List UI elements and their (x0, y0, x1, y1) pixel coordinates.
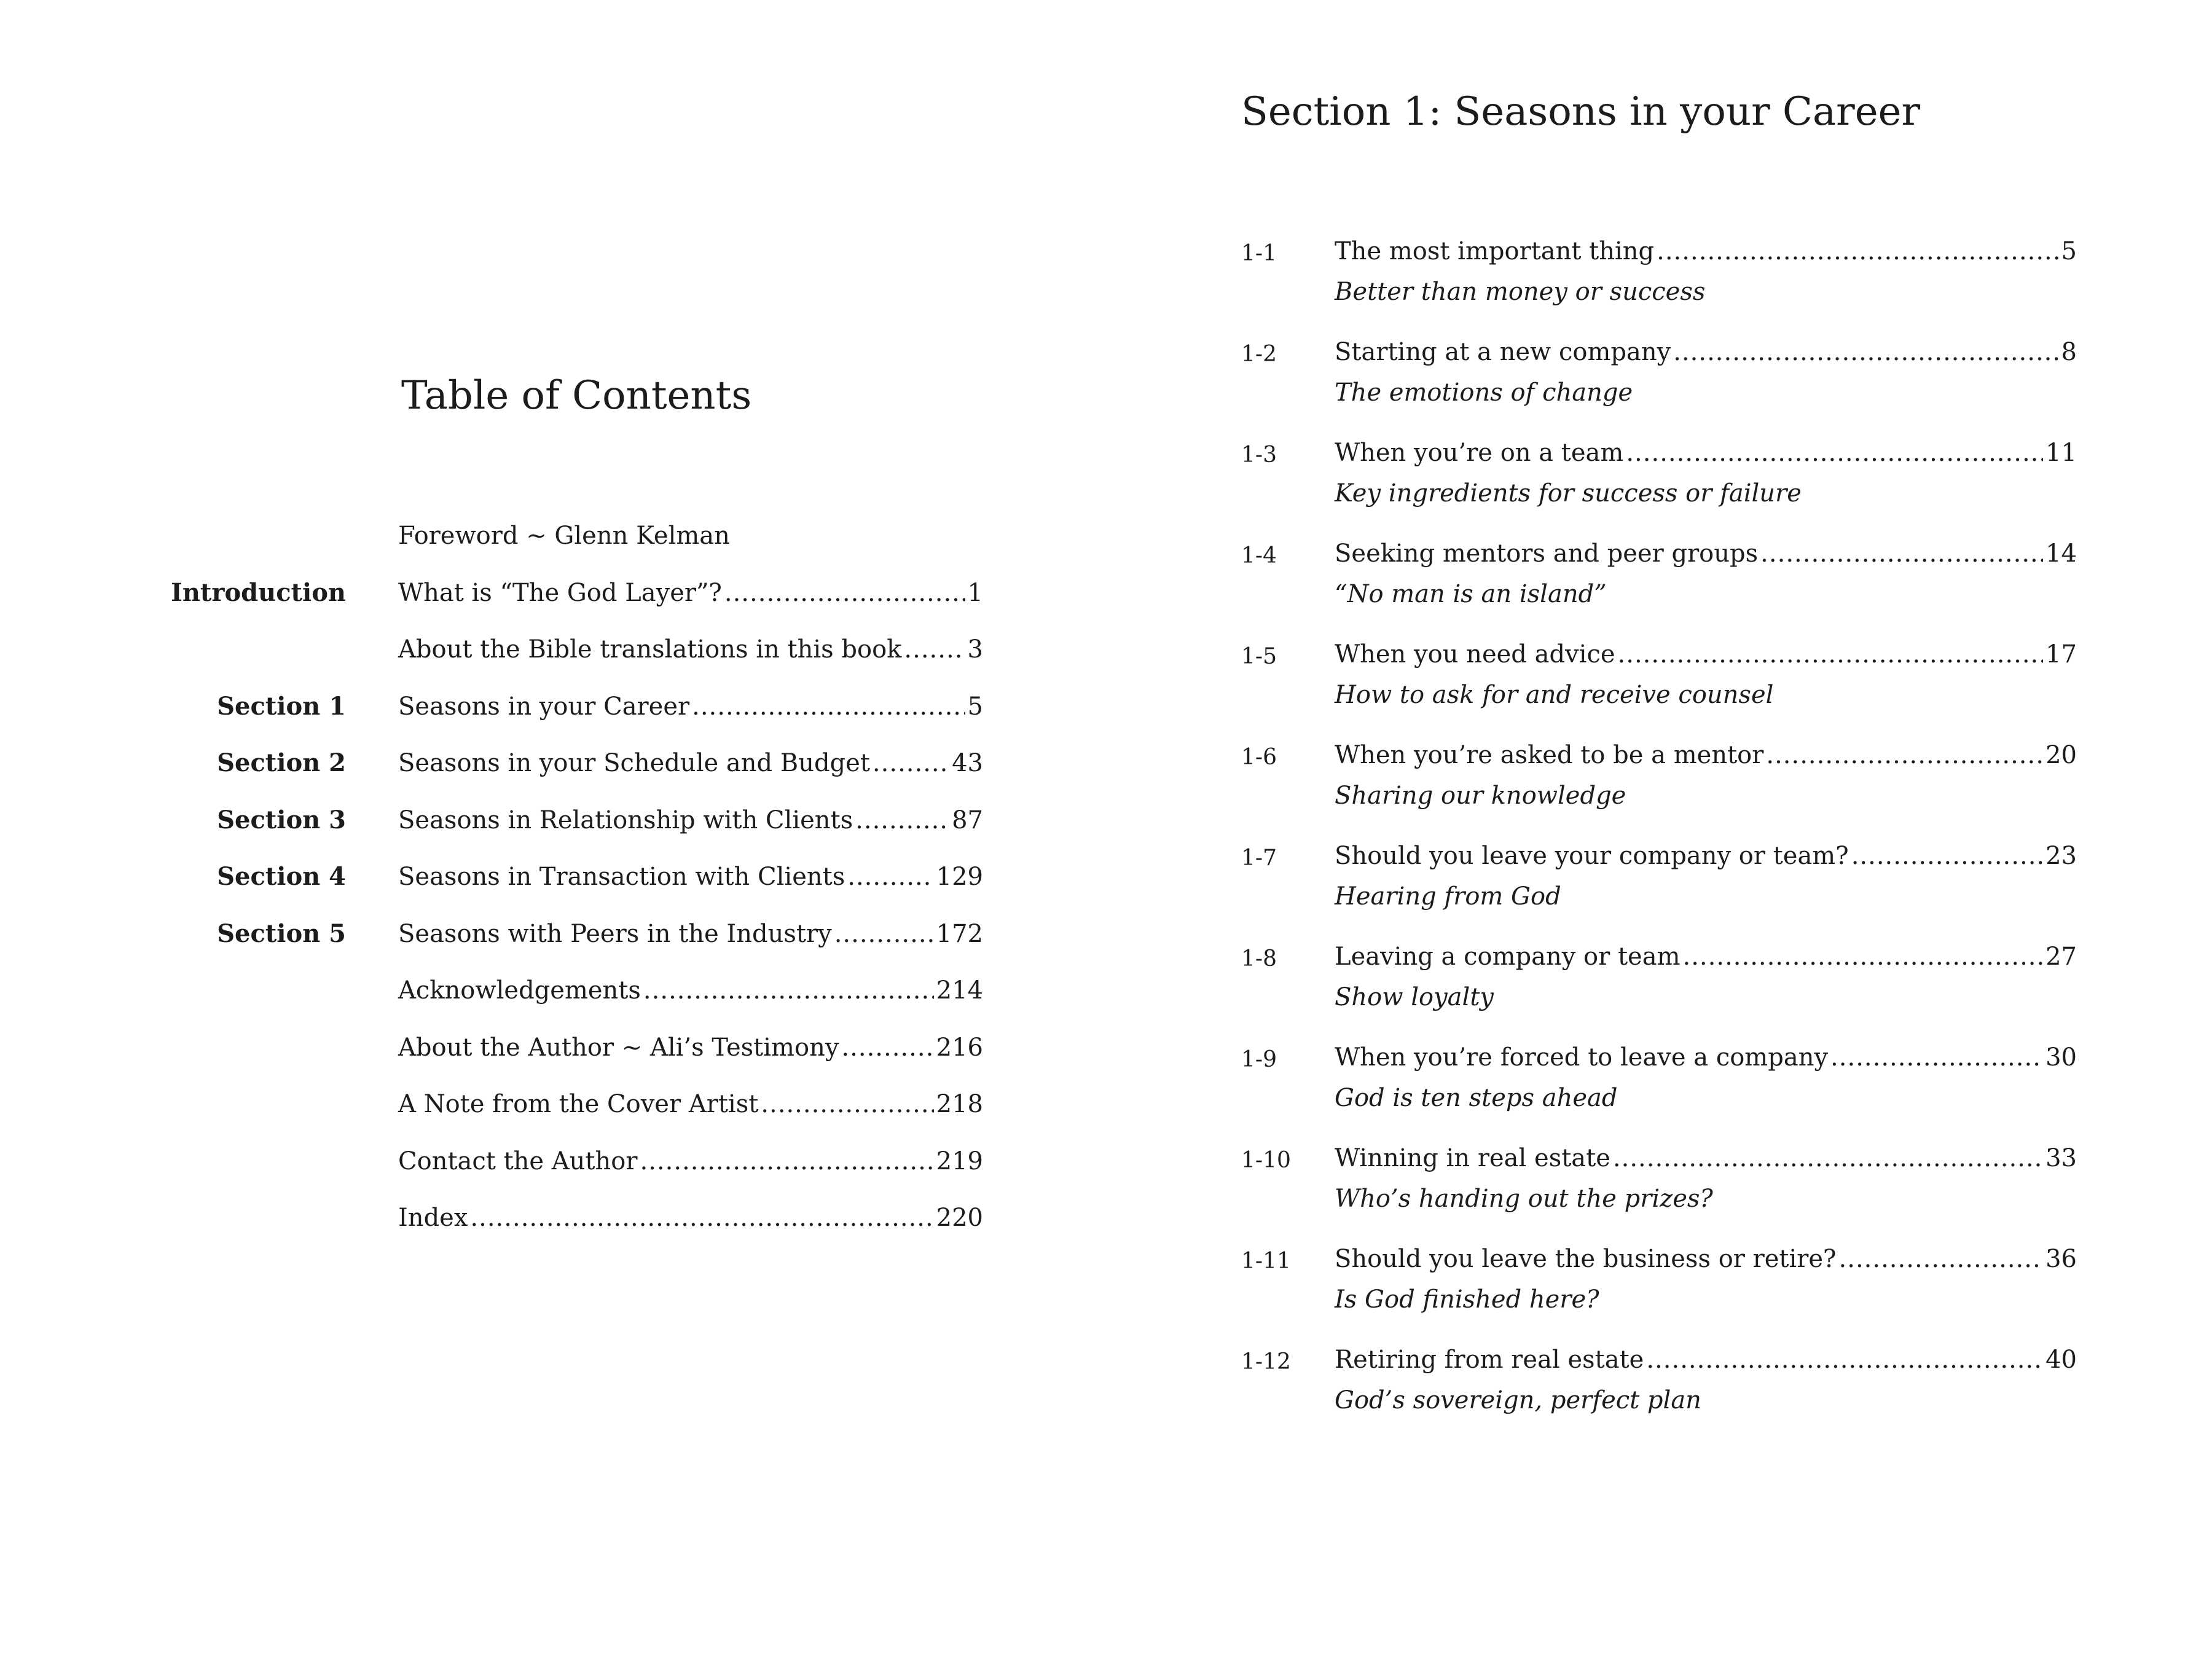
chapter-subtitle: Who’s handing out the prizes? (1335, 1185, 1713, 1213)
chapter-entry (1241, 1244, 2077, 1345)
dot-leader (1766, 740, 2043, 770)
toc-entry-label: Section 4 (217, 862, 346, 891)
chapter-number: 1-6 (1241, 745, 1277, 770)
chapter-subtitle: God is ten steps ahead (1335, 1084, 1618, 1112)
chapter-number: 1-4 (1241, 543, 1277, 568)
right-page (1106, 0, 2212, 1659)
dot-leader (761, 1089, 933, 1119)
toc-entry-text[interactable]: Seasons in your Schedule and Budget (398, 749, 870, 777)
toc-entry-text[interactable]: About the Bible translations in this book (398, 635, 902, 664)
chapter-number: 1-11 (1241, 1249, 1291, 1274)
chapter-number: 1-5 (1241, 644, 1277, 669)
toc-entry (0, 1147, 1106, 1204)
section-title: Section 1: Seasons in your Career (1241, 89, 1921, 135)
chapter-entry (1241, 1345, 2077, 1446)
chapter-number: 1-7 (1241, 845, 1277, 871)
toc-entry (0, 1203, 1106, 1260)
chapter-number: 1-8 (1241, 946, 1277, 971)
chapter-list (1241, 237, 2077, 1446)
toc-entry-text[interactable]: Seasons in Transaction with Clients (398, 863, 845, 891)
toc-entry-label: Section 5 (217, 919, 346, 948)
toc-entry (0, 919, 1106, 976)
chapter-title[interactable]: When you’re on a team (1335, 439, 1624, 467)
chapter-subtitle: “No man is an island” (1335, 580, 1607, 608)
chapter-entry (1241, 1043, 2077, 1143)
chapter-subtitle: Key ingredients for success or failure (1335, 479, 1802, 508)
dot-leader (1839, 1244, 2044, 1274)
chapter-entry (1241, 942, 2077, 1043)
dot-leader (692, 692, 965, 721)
dot-leader (1618, 640, 2044, 669)
chapter-subtitle: God’s sovereign, perfect plan (1335, 1386, 1701, 1414)
chapter-title[interactable]: Should you leave your company or team? (1335, 842, 1849, 870)
dot-leader (1760, 539, 2043, 568)
toc-entry-text[interactable]: Acknowledgements (398, 976, 641, 1005)
toc-entry-text[interactable]: A Note from the Cover Artist (398, 1090, 759, 1118)
dot-leader (1613, 1143, 2043, 1173)
chapter-entry (1241, 640, 2077, 740)
chapter-number: 1-9 (1241, 1047, 1277, 1072)
chapter-entry (1241, 539, 2077, 640)
toc-entry-text[interactable]: About the Author ~ Ali’s Testimony (398, 1033, 839, 1062)
dot-leader (643, 976, 934, 1005)
toc-entry-page[interactable]: 219 (936, 1147, 983, 1175)
dot-leader (847, 862, 933, 892)
toc-entry-text[interactable]: Contact the Author (398, 1147, 638, 1175)
toc-entry (0, 578, 1106, 635)
chapter-number: 1-12 (1241, 1349, 1291, 1375)
chapter-title[interactable]: Retiring from real estate (1335, 1346, 1644, 1374)
chapter-page[interactable]: 23 (2045, 842, 2077, 870)
chapter-entry (1241, 740, 2077, 841)
toc-title: Table of Contents (401, 373, 752, 418)
chapter-subtitle: Show loyalty (1335, 983, 1494, 1011)
toc-entry-label: Section 2 (217, 748, 346, 777)
dot-leader (1830, 1043, 2043, 1072)
dot-leader (1851, 841, 2043, 871)
toc-entry (0, 521, 1106, 578)
toc-entry-page[interactable]: 216 (936, 1033, 983, 1062)
dot-leader (1626, 438, 2043, 468)
toc-entry (0, 862, 1106, 919)
chapter-entry (1241, 337, 2077, 438)
toc-entry-page[interactable]: 220 (936, 1204, 983, 1232)
chapter-title[interactable]: The most important thing (1335, 237, 1655, 265)
chapter-title[interactable]: When you’re forced to leave a company (1335, 1043, 1829, 1072)
toc-entry-page[interactable]: 43 (952, 749, 983, 777)
chapter-title[interactable]: Seeking mentors and peer groups (1335, 539, 1759, 568)
dot-leader (724, 578, 965, 608)
toc-entry-page[interactable]: 218 (936, 1090, 983, 1118)
chapter-page[interactable]: 36 (2045, 1245, 2077, 1273)
chapter-page[interactable]: 20 (2045, 741, 2077, 769)
dot-leader (855, 806, 949, 835)
chapter-page[interactable]: 8 (2061, 338, 2077, 366)
toc-entry-page[interactable]: 129 (936, 863, 983, 891)
chapter-number: 1-10 (1241, 1148, 1291, 1173)
chapter-entry (1241, 841, 2077, 942)
toc-entry (0, 748, 1106, 806)
chapter-title[interactable]: When you’re asked to be a mentor (1335, 741, 1764, 769)
chapter-subtitle: Is God finished here? (1335, 1285, 1599, 1314)
toc-entry-text[interactable]: Index (398, 1204, 468, 1232)
chapter-number: 1-1 (1241, 241, 1277, 266)
chapter-entry (1241, 237, 2077, 337)
dot-leader (873, 748, 949, 778)
toc-entry-text[interactable]: Seasons in your Career (398, 692, 690, 721)
chapter-entry (1241, 1143, 2077, 1244)
chapter-title[interactable]: Starting at a new company (1335, 338, 1671, 366)
toc-entry-label: Introduction (171, 578, 346, 607)
chapter-subtitle: Hearing from God (1335, 882, 1561, 911)
toc-entry (0, 976, 1106, 1033)
chapter-number: 1-3 (1241, 442, 1277, 468)
chapter-page[interactable]: 33 (2045, 1144, 2077, 1172)
chapter-subtitle: How to ask for and receive counsel (1335, 681, 1774, 709)
chapter-page[interactable]: 5 (2061, 237, 2077, 265)
toc-entry (0, 692, 1106, 749)
chapter-entry (1241, 438, 2077, 539)
chapter-page[interactable]: 30 (2045, 1043, 2077, 1072)
chapter-page[interactable]: 27 (2045, 943, 2077, 971)
chapter-number: 1-2 (1241, 342, 1277, 367)
chapter-page[interactable]: 40 (2045, 1346, 2077, 1374)
dot-leader (1673, 337, 2058, 367)
dot-leader (470, 1203, 933, 1233)
dot-leader (640, 1147, 933, 1176)
toc-entry (0, 635, 1106, 692)
toc-entry (0, 1033, 1106, 1090)
toc-list (0, 521, 1106, 1260)
chapter-page[interactable]: 17 (2045, 640, 2077, 669)
toc-entry-page[interactable]: 214 (936, 976, 983, 1005)
toc-entry-label: Section 1 (217, 691, 346, 721)
chapter-subtitle: Sharing our knowledge (1335, 782, 1626, 810)
toc-entry-text[interactable]: Foreword ~ Glenn Kelman (398, 522, 730, 550)
dot-leader (904, 635, 965, 664)
dot-leader (841, 1033, 933, 1062)
chapter-title[interactable]: Should you leave the business or retire? (1335, 1245, 1837, 1273)
toc-entry (0, 1089, 1106, 1147)
chapter-page[interactable]: 11 (2045, 439, 2077, 467)
chapter-page[interactable]: 14 (2045, 539, 2077, 568)
dot-leader (1657, 237, 2058, 266)
toc-entry-text[interactable]: What is “The God Layer”? (398, 578, 722, 607)
toc-entry (0, 806, 1106, 863)
chapter-subtitle: Better than money or success (1335, 278, 1706, 306)
toc-entry-page[interactable]: 5 (967, 692, 983, 721)
toc-entry-page[interactable]: 3 (967, 635, 983, 664)
dot-leader (1683, 942, 2044, 971)
chapter-title[interactable]: When you need advice (1335, 640, 1615, 669)
chapter-title[interactable]: Leaving a company or team (1335, 943, 1681, 971)
dot-leader (1646, 1345, 2043, 1375)
chapter-subtitle: The emotions of change (1335, 378, 1633, 407)
toc-entry-text[interactable]: Seasons with Peers in the Industry (398, 919, 832, 948)
toc-entry-page[interactable]: 172 (936, 919, 983, 948)
chapter-title[interactable]: Winning in real estate (1335, 1144, 1610, 1172)
toc-entry-page[interactable]: 87 (952, 806, 983, 834)
toc-entry-page[interactable]: 1 (967, 578, 983, 607)
toc-entry-label: Section 3 (217, 805, 346, 834)
dot-leader (834, 919, 934, 949)
toc-entry-text[interactable]: Seasons in Relationship with Clients (398, 806, 853, 834)
